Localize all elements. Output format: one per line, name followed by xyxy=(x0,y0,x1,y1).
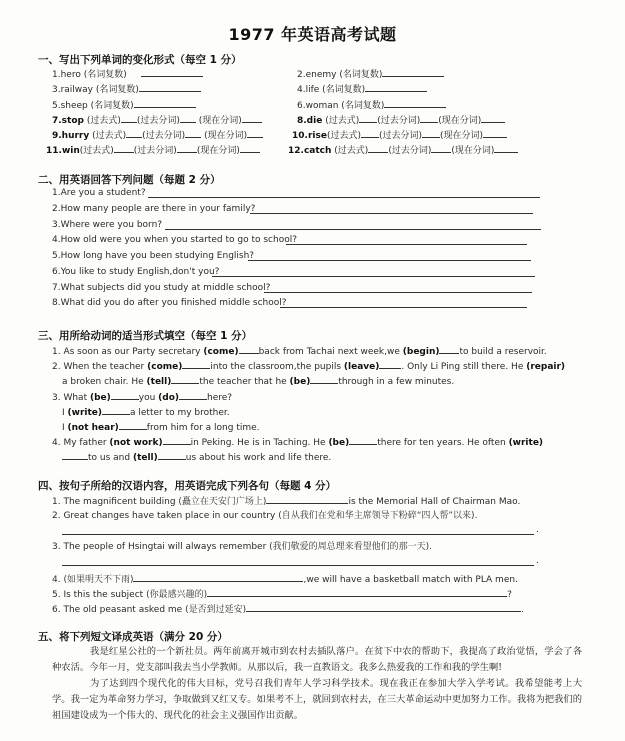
passage-paragraph-2: 为了达到四个现代化的伟大目标，党号召我们青年人学习科学技术。现在我正在参加大学入学考试。我希望能考上大学。我一定为革命努力学习，争取做到又红又专。如果考不上，就回到农村去，在三大革命运动中更加努力工作。我将为把我们的祖国建设成为一个伟大的、现代化的社会主义强国作出贡献。 xyxy=(52,678,582,721)
period-mark: . xyxy=(536,525,539,535)
s2-question-8: 8.What did you do after you finished middle school? xyxy=(52,298,287,308)
answer-blank[interactable] xyxy=(246,602,521,612)
s4-question-5: 5. Is this the subject (你最感兴趣的) ? xyxy=(52,587,512,601)
answer-blank[interactable] xyxy=(310,374,338,384)
s3-question-2-cont: a broken chair. He (tell) the teacher that he (be) through in a few minutes. xyxy=(62,374,454,388)
s1-item-4: 4.life (名词复数) xyxy=(297,82,427,96)
s2-question-4: 4.How old were you when you started to go to school? xyxy=(52,235,297,245)
answer-blank[interactable] xyxy=(180,113,196,123)
answer-blank[interactable] xyxy=(382,67,444,77)
answer-blank[interactable] xyxy=(384,98,446,108)
answer-line[interactable] xyxy=(62,565,534,566)
answer-line[interactable] xyxy=(148,197,540,198)
answer-blank[interactable] xyxy=(247,128,263,138)
section2-heading: 二、用英语回答下列问题（每题 2 分） xyxy=(38,174,221,186)
s4-question-2: 2. Great changes have taken place in our country (自从我们在党和华主席领导下粉碎“四人帮”以来). xyxy=(52,511,478,521)
s1-verb-10: 10.rise(过去式) (过去分词) (现在分词) xyxy=(292,128,507,142)
s3-question-3: 3. What (be) you (do) here? xyxy=(52,390,232,404)
answer-blank[interactable] xyxy=(111,390,139,400)
s3-question-4: 4. My father (not work) in Peking. He is in Taching. He (be) there for ten years. He often (write) xyxy=(52,435,543,449)
answer-blank[interactable] xyxy=(481,113,505,123)
answer-blank[interactable] xyxy=(182,359,210,369)
s2-question-2: 2.How many people are there in your family? xyxy=(52,204,256,214)
answer-blank[interactable] xyxy=(185,128,201,138)
s1-verb-12: 12.catch (过去式) (过去分词) (现在分词) xyxy=(288,143,518,157)
answer-blank[interactable] xyxy=(349,435,377,445)
answer-line[interactable] xyxy=(212,276,535,277)
s3-question-3-line2: I (write) a letter to my brother. xyxy=(62,405,230,419)
s3-question-1: 1. As soon as our Party secretary (come) back from Tachai next week,we (begin) to build a reservoir. xyxy=(52,344,547,358)
answer-blank[interactable] xyxy=(365,82,427,92)
s2-question-6: 6.You like to study English,don't you? xyxy=(52,267,220,277)
s2-question-7: 7.What subjects did you study at middle school? xyxy=(52,283,271,293)
answer-blank[interactable] xyxy=(179,390,207,400)
answer-blank[interactable] xyxy=(422,128,440,138)
s3-question-4-cont: to us and (tell) us about his work and life there. xyxy=(62,450,331,464)
answer-blank[interactable] xyxy=(439,344,459,354)
s2-question-5: 5.How long have you been studying English? xyxy=(52,251,255,261)
answer-line[interactable] xyxy=(62,534,534,535)
section3-heading: 三、用所给动词的适当形式填空（每空 1 分） xyxy=(38,330,253,342)
answer-blank[interactable] xyxy=(62,450,88,460)
period-mark: . xyxy=(536,556,539,566)
answer-blank[interactable] xyxy=(133,572,303,582)
s2-question-1: 1.Are you a student? xyxy=(52,188,146,198)
page-title: 1977 年英语高考试题 xyxy=(228,25,397,44)
s1-item-6: 6.woman (名词复数) xyxy=(297,98,446,112)
translation-passage xyxy=(52,644,582,724)
answer-blank[interactable] xyxy=(114,143,134,153)
answer-line[interactable] xyxy=(286,244,527,245)
s1-item-5: 5.sheep (名词复数) xyxy=(52,98,196,112)
answer-blank[interactable] xyxy=(158,450,186,460)
s1-item-1: 1.hero (名词复数) xyxy=(52,67,203,81)
answer-blank[interactable] xyxy=(240,143,260,153)
section4-heading: 四、按句子所给的汉语内容，用英语完成下列各句（每题 4 分） xyxy=(38,480,337,492)
answer-blank[interactable] xyxy=(163,435,191,445)
s2-question-3: 3.Where were you born? xyxy=(52,220,163,230)
s1-item-2: 2.enemy (名词复数) xyxy=(297,67,444,81)
answer-blank[interactable] xyxy=(266,494,348,504)
answer-line[interactable] xyxy=(264,292,532,293)
answer-blank[interactable] xyxy=(207,587,507,597)
s4-question-6: 6. The old peasant asked me (是否到过延安) . xyxy=(52,602,524,616)
s4-question-4: 4. (如果明天不下雨) ,we will have a basketball match with PLA men. xyxy=(52,572,518,586)
answer-blank[interactable] xyxy=(239,344,259,354)
s1-verb-7: 7.stop (过去式) (过去分词) (现在分词) xyxy=(52,113,262,127)
s3-question-3-line3: I (not hear) from him for a long time. xyxy=(62,420,260,434)
answer-blank[interactable] xyxy=(431,143,451,153)
answer-line[interactable] xyxy=(248,260,531,261)
answer-line[interactable] xyxy=(165,229,541,230)
s1-verb-11: 11.win(过去式) (过去分词) (现在分词) xyxy=(46,143,260,157)
answer-blank[interactable] xyxy=(242,113,262,123)
answer-line[interactable] xyxy=(280,307,527,308)
passage-paragraph-1: 我是红星公社的一个新社员。两年前离开城市到农村去插队落户。在贫下中农的帮助下，我提高了政治觉悟，学会了各种农活。今年一月，党支部叫我去当小学教师。从那以后，我一直教语文。我多么热爱我的工作和我的学生啊! xyxy=(52,646,582,673)
s1-item-3: 3.railway (名词复数) xyxy=(52,82,201,96)
answer-blank[interactable] xyxy=(119,420,147,430)
answer-blank[interactable] xyxy=(139,82,201,92)
s3-question-2: 2. When the teacher (come) into the classroom,the pupils (leave) . Only Li Ping still there. He (repair) xyxy=(52,359,565,373)
answer-blank[interactable] xyxy=(126,128,142,138)
answer-blank[interactable] xyxy=(368,143,388,153)
s4-question-3: 3. The people of Hsingtai will always remember (我们敬爱的周总理来看望他们的那一天). xyxy=(52,542,433,552)
section5-heading: 五、将下列短文译成英语（满分 20 分） xyxy=(38,631,228,643)
answer-blank[interactable] xyxy=(177,143,197,153)
answer-blank[interactable] xyxy=(359,113,377,123)
answer-blank[interactable] xyxy=(134,98,196,108)
answer-blank[interactable] xyxy=(102,405,130,415)
section1-heading: 一、写出下列单词的变化形式（每空 1 分） xyxy=(38,54,242,66)
answer-blank[interactable] xyxy=(379,359,401,369)
answer-blank[interactable] xyxy=(121,113,137,123)
answer-blank[interactable] xyxy=(483,128,507,138)
s1-verb-8: 8.die (过去式) (过去分词) (现在分词) xyxy=(297,113,505,127)
answer-blank[interactable] xyxy=(494,143,518,153)
answer-blank[interactable] xyxy=(171,374,199,384)
s4-question-1: 1. The magnificent building (矗立在天安门广场上) is the Memorial Hall of Chairman Mao. xyxy=(52,494,520,508)
answer-blank[interactable] xyxy=(420,113,438,123)
answer-blank[interactable] xyxy=(141,67,203,77)
s1-verb-9: 9.hurry (过去式) (过去分词) (现在分词) xyxy=(52,128,263,142)
answer-blank[interactable] xyxy=(361,128,379,138)
answer-line[interactable] xyxy=(250,213,533,214)
